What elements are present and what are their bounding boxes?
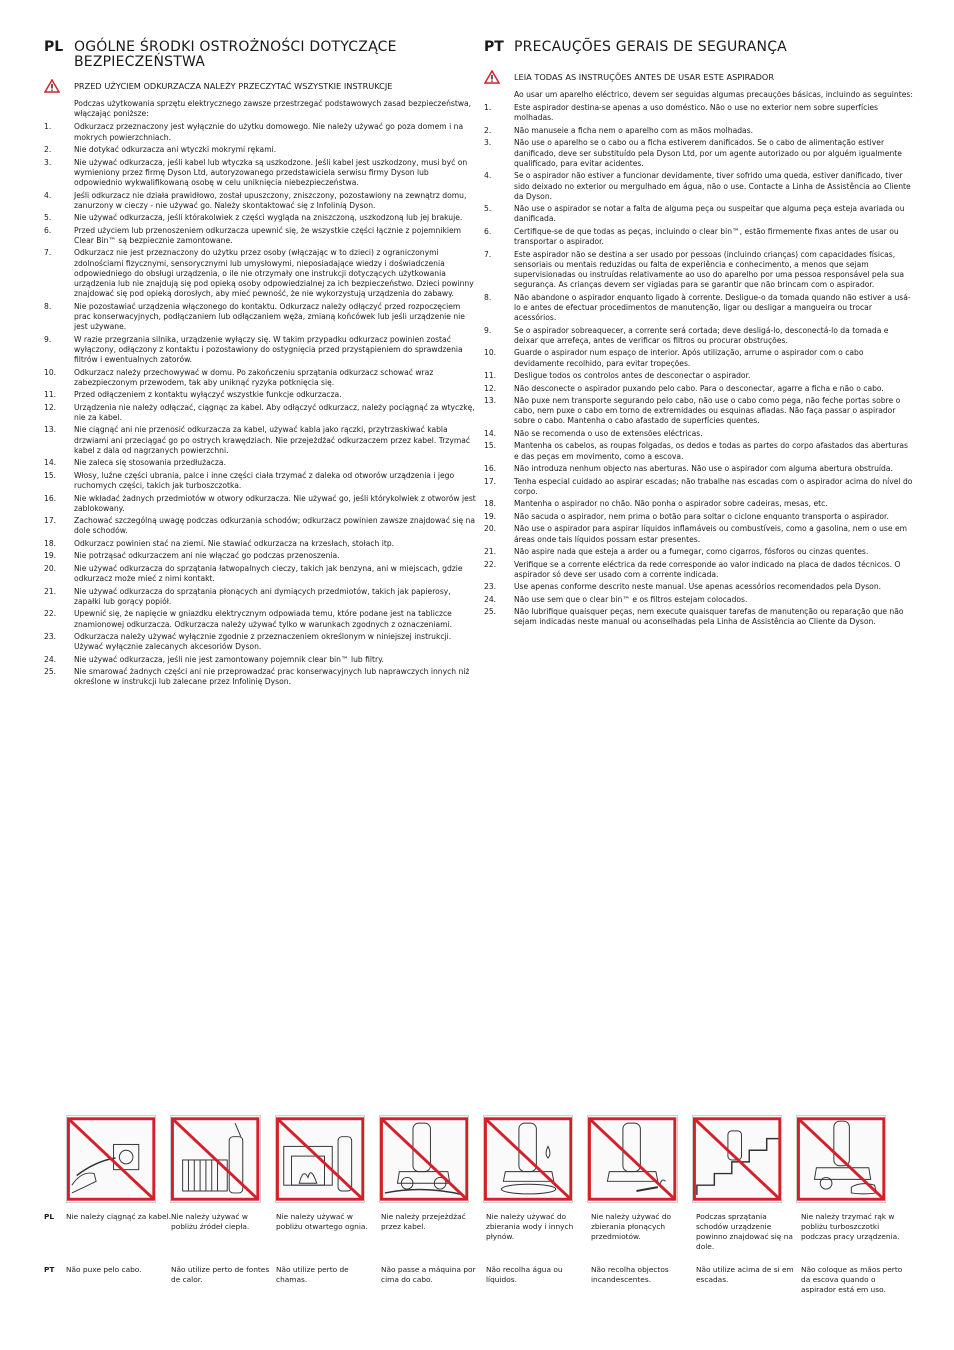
item-text: Przed użyciem lub przenoszeniem odkurzacza upewnić się, że wszystkie części łącznie z pojemnikiem Clear Bin™ są bezpiecznie zamontowane. <box>74 225 462 245</box>
item-number: 14. <box>44 458 57 468</box>
item-number: 16. <box>484 464 497 474</box>
item-number: 5. <box>44 213 52 223</box>
pictogram-caption: Nie należy używać do zbierania płonących przedmiotów. <box>591 1212 672 1241</box>
list-item <box>484 293 914 324</box>
list-item <box>44 609 479 629</box>
stairs-pictogram <box>692 1115 782 1203</box>
item-number: 12. <box>44 402 57 412</box>
pl-captions <box>66 1212 906 1252</box>
item-number: 7. <box>484 249 492 259</box>
list-item <box>44 551 479 561</box>
item-text: Este aspirador destina-se apenas a uso doméstico. Não o use no exterior nem sobre superfícies molhadas. <box>514 103 879 123</box>
item-text: Não use sem que o clear bin™ e os filtros estejam colocados. <box>514 594 748 604</box>
item-number: 19. <box>44 551 57 561</box>
item-number: 17. <box>44 516 57 526</box>
item-number: 23. <box>484 582 497 592</box>
item-text: Nie zaleca się stosowania przedłużacza. <box>74 458 226 468</box>
list-item <box>484 512 914 522</box>
pt-title: PRECAUÇÕES GERAIS DE SEGURANÇA <box>514 39 787 55</box>
pl-section <box>44 40 479 690</box>
pictogram-caption: Nie należy używać w pobliżu źródeł ciepła. <box>171 1212 250 1231</box>
list-item <box>484 126 914 136</box>
item-text: Este aspirador não se destina a ser usado por pessoas (incluindo crianças) com capacidades físicas, sensoriais ou mentais reduzidas ou falta de experiência e conhecimento, a menos que sejam supervisionadas ou instruídas relativamente ao uso do aparelho por uma pessoa responsável pela sua segurança. As crianças devem ser vigiadas para se garantir que não brincam com o aspirador. <box>514 249 905 290</box>
list-item <box>484 371 914 381</box>
burning-objects-pictogram <box>587 1115 677 1203</box>
item-number: 15. <box>44 470 57 480</box>
item-text: Urządzenia nie należy odłączać, ciągnąc za kabel. Aby odłączyć odkurzacz, należy pociągnąć za wtyczkę, nie za kabel. <box>74 402 475 422</box>
list-item <box>44 655 479 665</box>
item-number: 3. <box>44 157 52 167</box>
pictogram-caption: Não puxe pelo cabo. <box>66 1265 142 1274</box>
item-text: Guarde o aspirador num espaço de interior. Após utilização, arrume o aspirador com o cabo devidamente recolhido, para evitar tropeções. <box>514 348 864 368</box>
item-number: 18. <box>484 499 497 509</box>
list-item <box>484 326 914 346</box>
item-text: Não manuseie a ficha nem o aparelho com as mãos molhadas. <box>514 125 754 135</box>
fireplace-pictogram <box>275 1115 365 1203</box>
list-item <box>484 171 914 202</box>
list-item <box>44 158 479 189</box>
item-text: Tenha especial cuidado ao aspirar escadas; não trabalhe nas escadas com o aspirador acima do nível do corpo. <box>514 476 913 496</box>
item-number: 2. <box>484 125 492 135</box>
item-number: 8. <box>44 301 52 311</box>
list-item <box>484 464 914 474</box>
item-text: Jeśli odkurzacz nie działa prawidłowo, został upuszczony, zniszczony, pozostawiony na zewnątrz domu, zanurzony w cieczy - nie używać go. Należy skontaktować się z Infolinią Dyson. <box>74 190 467 210</box>
item-number: 24. <box>44 654 57 664</box>
pt-warning <box>484 69 914 85</box>
pictogram-row <box>66 1115 886 1201</box>
list-item <box>44 191 479 211</box>
pt-header <box>484 40 914 55</box>
list-item <box>484 396 914 427</box>
item-number: 9. <box>44 334 52 344</box>
item-text: Não puxe nem transporte segurando pelo cabo, não use o cabo como pega, não feche portas sobre o cabo, nem puxe o cabo em torno de extremidades ou esquinas afiadas. Não faça passar o aspirador sobre o cabo. Mantenha o cabo afastado de superfícies quentes. <box>514 396 901 426</box>
pl-language-code: PL <box>44 39 64 55</box>
item-number: 3. <box>484 138 492 148</box>
item-number: 20. <box>484 524 497 534</box>
item-text: Odkurzacz powinien stać na ziemi. Nie stawiać odkurzacza na krzesłach, stołach itp. <box>74 538 395 548</box>
list-item <box>484 384 914 394</box>
list-item <box>44 403 479 423</box>
item-number: 8. <box>484 292 492 302</box>
item-text: Nie używać odkurzacza do sprzątania płonących ani dymiących przedmiotów, takich jak papierosy, zapałki lub gorący popiół. <box>74 586 451 606</box>
pictogram-caption: Nie należy używać do zbierania wody i innych płynów. <box>486 1212 574 1241</box>
item-number: 22. <box>484 559 497 569</box>
item-number: 14. <box>484 428 497 438</box>
list-item <box>484 547 914 557</box>
list-item <box>484 524 914 544</box>
item-number: 24. <box>484 594 497 604</box>
list-item <box>44 122 479 142</box>
pt-instruction-list <box>484 103 914 627</box>
cable-run-over-pictogram <box>379 1115 469 1203</box>
item-text: Nie używać odkurzacza, jeśli nie jest zamontowany pojemnik clear bin™ lub filtry. <box>74 654 384 664</box>
pl-warning-text: PRZED UŻYCIEM ODKURZACZA NALEŻY PRZECZYTAĆ WSZYSTKIE INSTRUKCJE <box>74 80 393 91</box>
item-number: 11. <box>484 371 497 381</box>
list-item <box>44 226 479 246</box>
pt-captions <box>66 1265 906 1295</box>
item-number: 12. <box>484 383 497 393</box>
list-item <box>44 516 479 536</box>
pt-caption-code: PT <box>44 1265 55 1274</box>
item-text: Desligue todos os controlos antes de desconectar o aspirador. <box>514 371 751 381</box>
item-text: Odkurzacza należy używać wyłącznie zgodnie z przeznaczeniem określonym w niniejszej instrukcji. Używać wyłącznie zalecanych akcesoriów Dyson. <box>74 632 452 652</box>
item-number: 6. <box>484 226 492 236</box>
item-text: Nie używać odkurzacza, jeśli kabel lub wtyczka są uszkodzone. Jeśli kabel jest uszkodzony, musi być on wymieniony przez firmę Dyson Ltd, autoryzowanego przedstawiciela serwisu firmy Dyson lub odpowiednio wykwalifikowaną osobę w celu uniknięcia niebezpieczeństwa. <box>74 157 468 188</box>
list-item <box>44 425 479 456</box>
pictogram-caption: Não utilize perto de chamas. <box>276 1265 349 1284</box>
item-text: Mantenha o aspirador no chão. Não ponha o aspirador sobre cadeiras, mesas, etc. <box>514 499 828 509</box>
item-text: Nie smarować żadnych części ani nie przeprowadzać prac konserwacyjnych lub naprawczych innych niż określone w instrukcji lub zalecane przez Infolinię Dyson. <box>74 667 470 687</box>
list-item <box>484 204 914 224</box>
item-text: Não use o aspirador para aspirar líquidos inflamáveis ou combustíveis, como a gasolina, nem o use em áreas onde tais líquidos possam estar presentes. <box>514 524 908 544</box>
pictogram-caption: Não utilize perto de fontes de calor. <box>171 1265 270 1284</box>
pictogram-caption: Não coloque as mãos perto da escova quando o aspirador está em uso. <box>801 1265 903 1294</box>
list-item <box>484 138 914 169</box>
pt-caption-row <box>44 1265 906 1295</box>
item-number: 21. <box>484 547 497 557</box>
item-text: Odkurzacz należy przechowywać w domu. Po zakończeniu sprzątania odkurzacz schować wraz zabezpieczonym przewodem, tak aby uniknąć ryzyka potknięcia się. <box>74 367 434 387</box>
item-text: Não lubrifique quaisquer peças, nem execute quaisquer tarefas de manutenção ou reparação que não sejam indicadas neste manual ou aconselhadas pela Linha de Assistência ao Cliente da Dyson. <box>514 607 904 627</box>
item-number: 1. <box>44 122 52 132</box>
item-text: Mantenha os cabelos, as roupas folgadas, os dedos e todas as partes do corpo afastados das aberturas e das peças em movimento, como a escova. <box>514 441 908 461</box>
item-text: Włosy, luźne części ubrania, palce i inne części ciała trzymać z daleka od otworów urządzenia i jego ruchomych części, takich jak turboszczotka. <box>74 470 455 491</box>
item-number: 22. <box>44 609 57 619</box>
item-text: Odkurzacz przeznaczony jest wyłącznie do użytku domowego. Nie należy używać go poza domem i na mokrych powierzchniach. <box>74 122 464 142</box>
item-number: 19. <box>484 511 497 521</box>
list-item <box>484 582 914 592</box>
item-number: 1. <box>484 103 492 113</box>
item-number: 25. <box>484 607 497 617</box>
pl-caption-row <box>44 1212 906 1252</box>
list-item <box>484 441 914 461</box>
pictogram-caption: Podczas sprzątania schodów urządzenie powinno znajdować się na dole. <box>696 1212 793 1251</box>
cable-pull-pictogram <box>66 1115 156 1203</box>
item-text: Se o aspirador sobreaquecer, a corrente será cortada; deve desligá-lo, desconectá-lo da tomada e deixar que arrefeça, antes de verificar os filtros ou procurar obstruções. <box>514 325 889 345</box>
pl-intro: Podczas użytkowania sprzętu elektrycznego zawsze przestrzegać podstawowych zasad bezpieczeństwa, włączając poniższe: <box>74 99 472 119</box>
pictogram-caption: Não passe a máquina por cima do cabo. <box>381 1265 476 1284</box>
heater-pictogram <box>170 1115 260 1203</box>
water-liquids-pictogram <box>483 1115 573 1203</box>
item-number: 25. <box>44 667 57 677</box>
item-text: Nie dotykać odkurzacza ani wtyczki mokrymi rękami. <box>74 145 277 155</box>
turbo-brush-hand-pictogram <box>796 1115 886 1203</box>
item-text: Não abandone o aspirador enquanto ligado à corrente. Desligue-o da tomada quando não estiver a usá-lo e antes de efectuar procedimentos de manutenção, ligar ou desligar a mangueira ou trocar acessórios. <box>514 292 911 323</box>
warning-icon <box>484 69 514 85</box>
pt-language-code: PT <box>484 39 504 55</box>
list-item <box>484 227 914 247</box>
pt-warning-text: LEIA TODAS AS INSTRUÇÕES ANTES DE USAR ESTE ASPIRADOR <box>514 71 775 82</box>
item-number: 10. <box>484 348 497 358</box>
item-number: 20. <box>44 563 57 573</box>
item-text: Não use o aspirador se notar a falta de alguma peça ou suspeitar que alguma peça esteja avariada ou danificada. <box>514 204 905 224</box>
item-number: 9. <box>484 325 492 335</box>
item-number: 6. <box>44 225 52 235</box>
list-item <box>484 499 914 509</box>
item-number: 11. <box>44 390 57 400</box>
item-number: 15. <box>484 441 497 451</box>
list-item <box>44 390 479 400</box>
item-text: Nie potrząsać odkurzaczem ani nie włączać go podczas przenoszenia. <box>74 551 340 561</box>
item-number: 2. <box>44 145 52 155</box>
pl-title: OGÓLNE ŚRODKI OSTROŻNOŚCI DOTYCZĄCE BEZPIECZEŃSTWA <box>74 39 397 70</box>
item-number: 5. <box>484 204 492 214</box>
item-number: 16. <box>44 493 57 503</box>
item-text: Não use o aparelho se o cabo ou a ficha estiverem danificados. Se o cabo de alimentação estiver danificado, deve ser substituído pela Dyson Ltd, por um agente autorizado ou por alguém igualmente qualificado, para evitar acidentes. <box>514 138 902 168</box>
list-item <box>44 494 479 514</box>
item-number: 17. <box>484 476 497 486</box>
item-text: Não desconecte o aspirador puxando pelo cabo. Para o desconectar, agarre a ficha e não o cabo. <box>514 383 884 393</box>
list-item <box>484 595 914 605</box>
item-text: Upewnić się, że napięcie w gniazdku elektrycznym odpowiada temu, które podane jest na tabliczce znamionowej odkurzacza. Odkurzacza należy używać tylko w warunkach zgodnych z oznaczeniami. <box>74 609 453 629</box>
item-text: Não se recomenda o uso de extensões eléctricas. <box>514 428 703 438</box>
item-number: 4. <box>484 171 492 181</box>
item-text: Nie pozostawiać urządzenia włączonego do kontaktu. Odkurzacz należy odłączyć przed rozpoczęciem prac konserwacyjnych, podłączaniem lub odłączaniem węża, zmianą końcówek lub jeśli urządzenie nie jest używane. <box>74 301 465 332</box>
list-item <box>484 103 914 123</box>
item-text: Não aspire nada que esteja a arder ou a fumegar, como cigarros, fósforos ou cinzas quentes. <box>514 547 869 557</box>
item-number: 10. <box>44 367 57 377</box>
item-text: Certifique-se de que todas as peças, incluindo o clear bin™, estão firmemente fixas antes de usar ou transportar o aspirador. <box>514 226 899 247</box>
item-number: 23. <box>44 632 57 642</box>
item-number: 4. <box>44 190 52 200</box>
item-text: W razie przegrzania silnika, urządzenie wyłączy się. W takim przypadku odkurzacz powinien zostać wyłączony, odłączony z kontaktu i pozostawiony do ostygnięcia przed przystąpieniem do sprawdzenia filtrów i ewentualnych zatorów. <box>74 334 463 365</box>
pt-intro: Ao usar um aparelho eléctrico, devem ser seguidas algumas precauções básicas, incluindo as seguintes: <box>514 90 913 99</box>
list-item <box>484 429 914 439</box>
list-item <box>484 477 914 497</box>
item-text: Nie wkładać żadnych przedmiotów w otwory odkurzacza. Nie używać go, jeśli którykolwiek z otworów jest zablokowany. <box>74 493 476 513</box>
list-item <box>484 250 914 291</box>
pictogram-caption: Nie należy używać w pobliżu otwartego ognia. <box>276 1212 368 1231</box>
list-item <box>484 560 914 580</box>
item-number: 21. <box>44 586 57 596</box>
list-item <box>44 539 479 549</box>
pl-warning <box>44 78 479 94</box>
item-text: Przed odłączeniem z kontaktu wyłączyć wszystkie funkcje odkurzacza. <box>74 390 342 400</box>
pictogram-caption: Nie należy trzymać rąk w pobliżu turboszczotki podczas pracy urządzenia. <box>801 1212 900 1241</box>
list-item <box>44 471 479 491</box>
item-text: Nie używać odkurzacza, jeśli którakolwiek z części wygląda na zniszczoną, uszkodzoną lub jej brakuje. <box>74 213 463 223</box>
list-item <box>44 145 479 155</box>
item-text: Odkurzacz nie jest przeznaczony do użytku przez osoby (włączając w to dzieci) z ograniczonymi zdolnościami fizycznymi, sensorycznymi lub umysłowymi, nieposiadające wiedzy i doświadczenia odpowiedniego do obsługi urządzenia, o ile nie otrzymały one instrukcji dotyczących użytkowania urządzenia lub nie znajdują się pod opieką osoby odpowiedzialnej za ich bezpieczeństwo. Dzieci powinny znajdować się pod opieką dorosłych, aby mieć pewność, że nie wykorzystują urządzenia do zabawy. <box>74 248 474 299</box>
list-item <box>484 348 914 368</box>
list-item <box>44 564 479 584</box>
list-item <box>44 302 479 333</box>
item-text: Nie używać odkurzacza do sprzątania łatwopalnych cieczy, takich jak benzyna, ani w miejscach, gdzie odkurzacz może mieć z nimi kontakt. <box>74 563 463 584</box>
item-text: Use apenas conforme descrito neste manual. Use apenas acessórios recomendados pela Dyson. <box>514 582 882 592</box>
item-number: 18. <box>44 538 57 548</box>
item-text: Não introduza nenhum objecto nas aberturas. Não use o aspirador com alguma abertura obstruída. <box>514 464 893 474</box>
pictogram-caption: Não utilize acima de si em escadas. <box>696 1265 794 1284</box>
list-item <box>44 335 479 366</box>
list-item <box>44 213 479 223</box>
pictogram-caption: Nie należy ciągnąć za kabel. <box>66 1212 171 1221</box>
list-item <box>44 632 479 652</box>
list-item <box>484 607 914 627</box>
list-item <box>44 458 479 468</box>
pl-header <box>44 40 479 70</box>
pictogram-caption: Não recolha água ou líquidos. <box>486 1265 563 1284</box>
list-item <box>44 587 479 607</box>
item-text: Zachować szczególną uwagę podczas odkurzania schodów; odkurzacz powinien zawsze znajdować się na dole schodów. <box>74 516 476 536</box>
list-item <box>44 667 479 687</box>
pictogram-caption: Não recolha objectos incandescentes. <box>591 1265 669 1284</box>
list-item <box>44 248 479 299</box>
pictogram-caption: Nie należy przejeżdżać przez kabel. <box>381 1212 466 1231</box>
item-number: 7. <box>44 248 52 258</box>
item-number: 13. <box>484 396 497 406</box>
list-item <box>44 368 479 388</box>
warning-icon <box>44 78 74 94</box>
item-text: Nie ciągnąć ani nie przenosić odkurzacza za kabel, używać kabla jako rączki, przytrzaskiwać kabla drzwiami ani przeciągać go po ostrych krawędziach. Nie przejeżdżać odkurzaczem przez kabel. Trzymać kabel z dala od nagrzanych powierzchni. <box>74 425 471 455</box>
item-text: Verifique se a corrente eléctrica da rede corresponde ao valor indicado na placa de dados técnicos. O aspirador só deve ser usado com a corrente indicada. <box>514 559 901 579</box>
item-text: Não sacuda o aspirador, nem prima o botão para soltar o ciclone enquanto transporta o aspirador. <box>514 511 889 521</box>
pl-caption-code: PL <box>44 1212 55 1221</box>
item-text: Se o aspirador não estiver a funcionar devidamente, tiver sofrido uma queda, estiver danificado, tiver sido deixado no exterior ou mergulhado em água, não o use. Contacte a Linha de Assistência ao Cliente da Dyson. <box>514 171 911 201</box>
pt-section <box>484 40 914 630</box>
item-number: 13. <box>44 425 57 435</box>
pl-instruction-list <box>44 122 479 687</box>
